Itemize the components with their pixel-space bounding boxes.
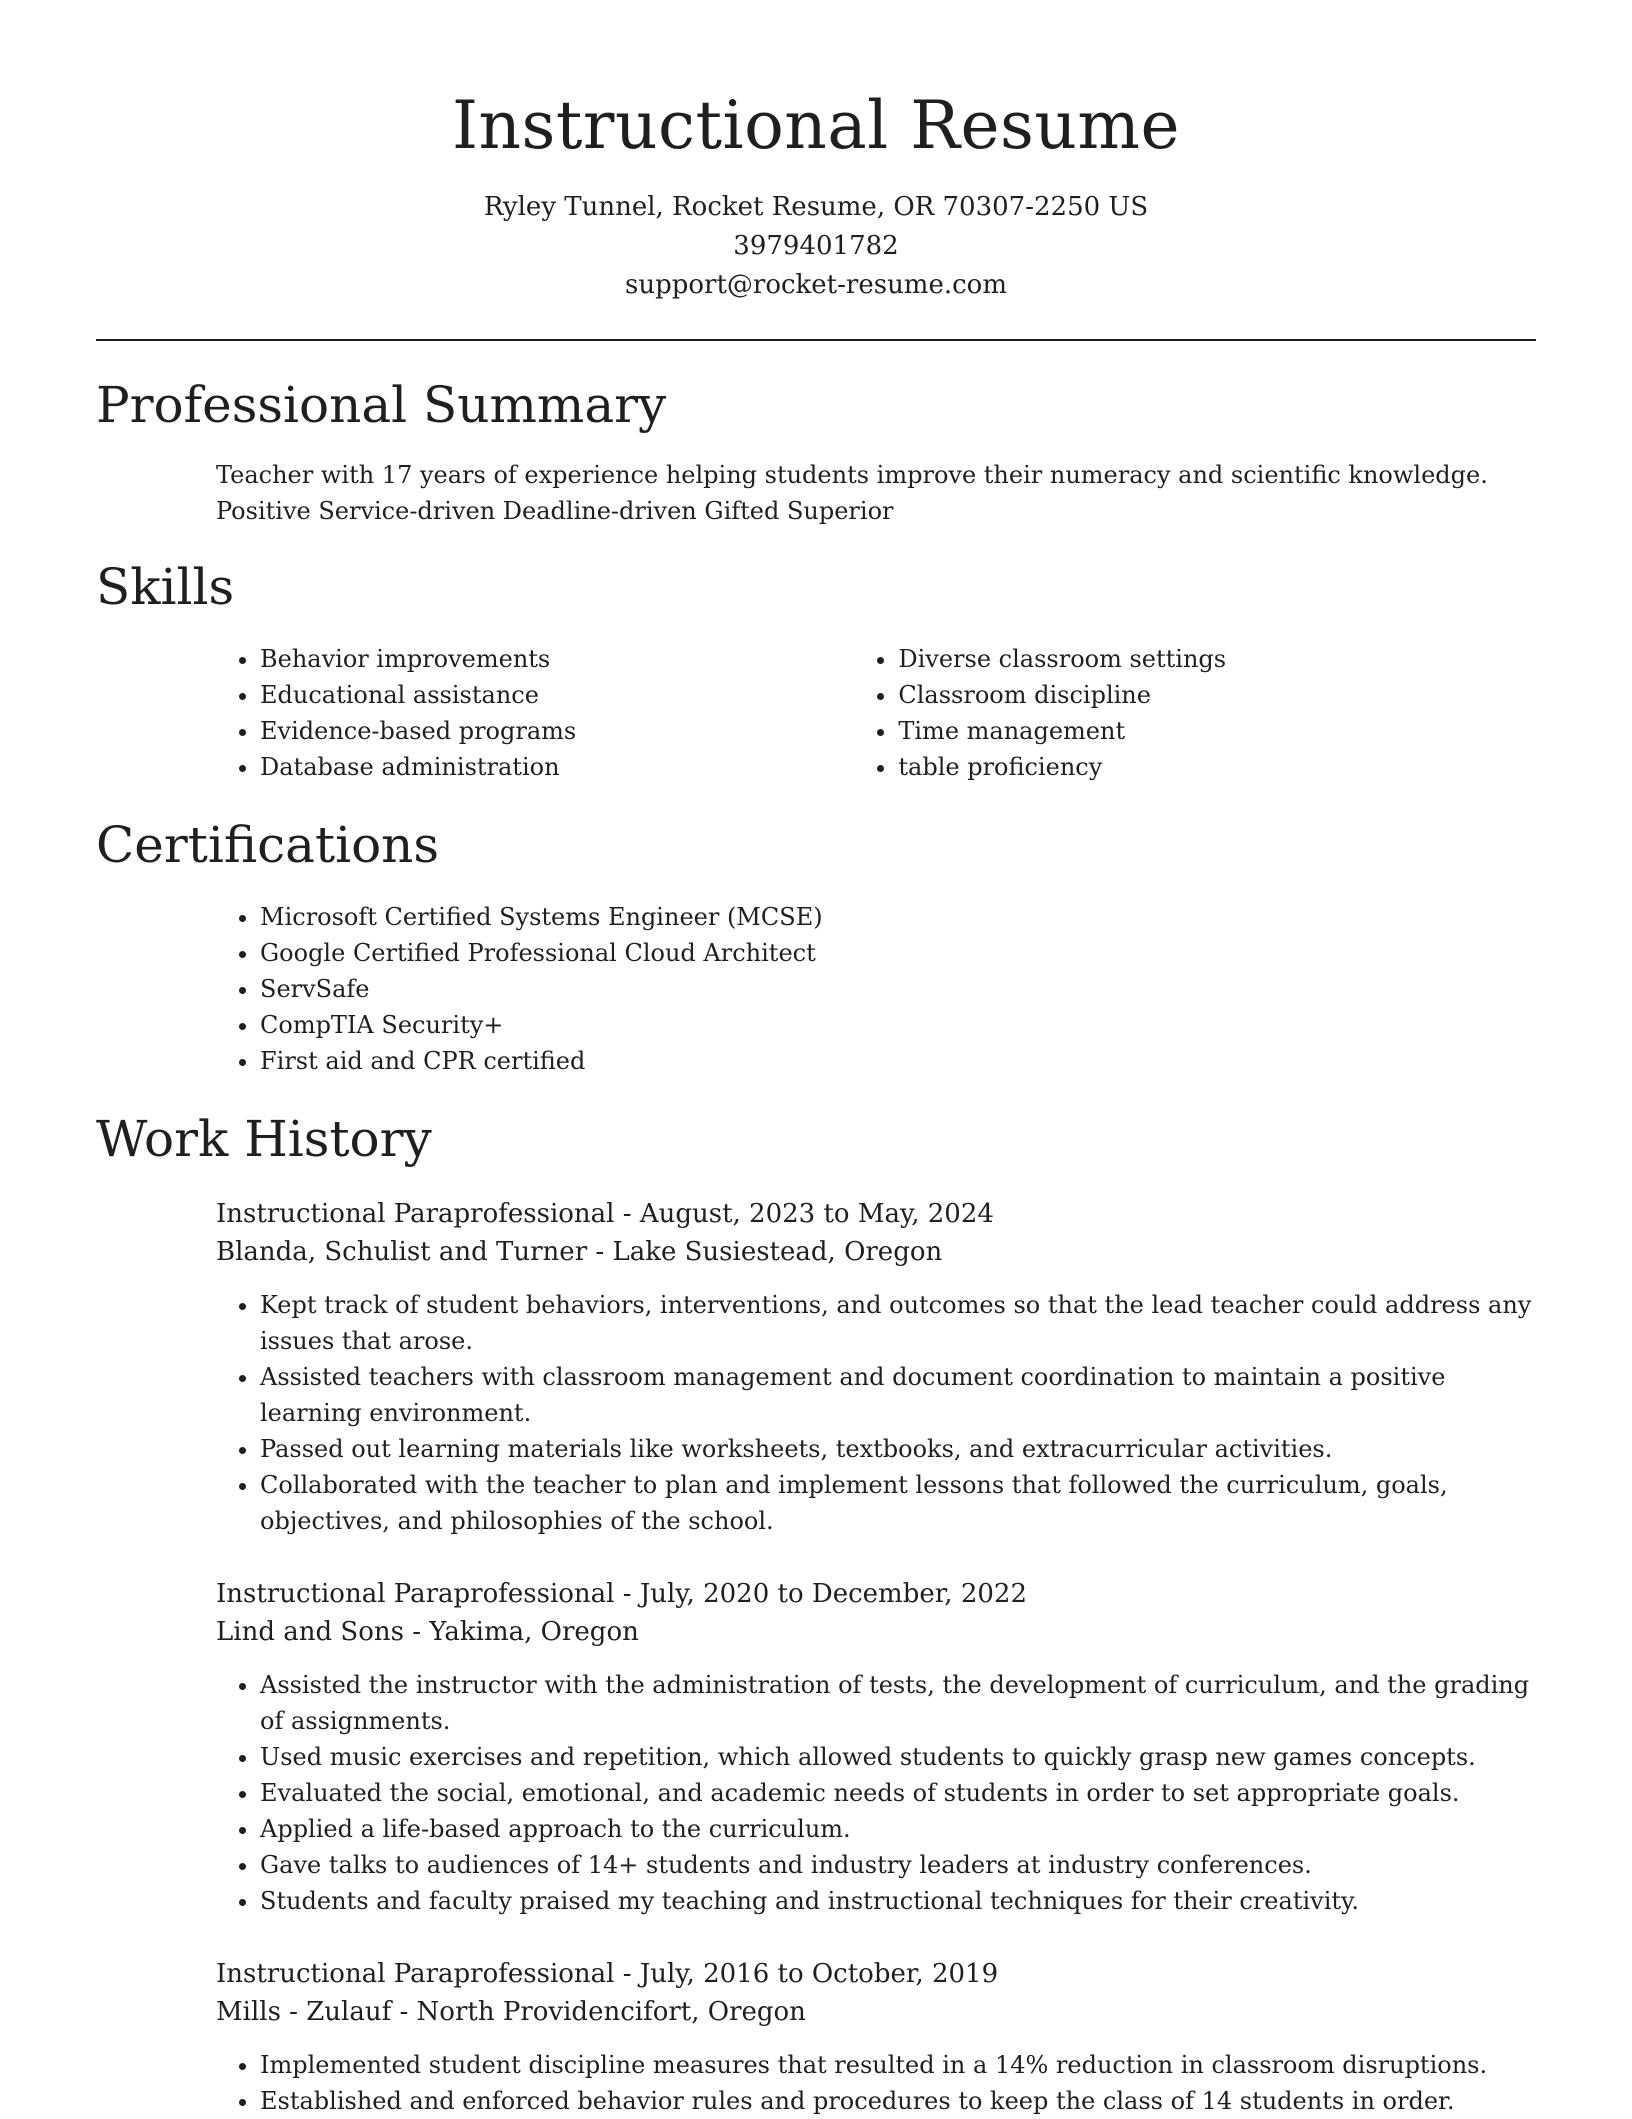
skill-item: • Behavior improvements: [260, 641, 874, 677]
summary-line: Teacher with 17 years of experience helping students improve their numeracy and scientific knowledge.: [216, 461, 1488, 489]
job-location: - Lake Susiestead, Oregon: [587, 1237, 943, 1267]
summary-body: [216, 457, 1536, 529]
job-title-line: [216, 1575, 1536, 1613]
job-bullets: [216, 2047, 1536, 2119]
contact-email: support@rocket-resume.com: [624, 270, 1007, 300]
job-bullet: • Collaborated with the teacher to plan and implement lessons that followed the curriculum, goals, objectives, and philosophies of the school.: [260, 1467, 1536, 1539]
work-history-section: [96, 1109, 1536, 2119]
job-company: Blanda, Schulist and Turner: [216, 1237, 588, 1267]
job-entry: [216, 1575, 1536, 1919]
summary-heading: Professional Summary: [96, 376, 667, 434]
summary-section: [96, 375, 1536, 529]
skill-item: • Database administration: [260, 749, 874, 785]
skills-heading: Skills: [96, 558, 235, 616]
job-role: Instructional Paraprofessional: [216, 1959, 615, 1989]
job-bullet: • Implemented student discipline measures that resulted in a 14% reduction in classroom disruptions.: [260, 2047, 1536, 2083]
skills-column-2: [874, 641, 1536, 785]
job-company-line: [216, 1613, 1536, 1651]
job-bullet: • Kept track of student behaviors, interventions, and outcomes so that the lead teacher could address any issues that arose.: [260, 1287, 1536, 1359]
job-company-line: [216, 1993, 1536, 2031]
work-history-heading: Work History: [96, 1110, 432, 1168]
skill-item: • Time management: [898, 713, 1536, 749]
skill-item: • Evidence-based programs: [260, 713, 874, 749]
certification-item: • First aid and CPR certified: [260, 1043, 1536, 1079]
job-dates: - August, 2023 to May, 2024: [614, 1199, 994, 1229]
job-bullet: • Gave talks to audiences of 14+ students and industry leaders at industry conferences.: [260, 1847, 1536, 1883]
certification-item: • ServSafe: [260, 971, 1536, 1007]
job-location: - North Providencifort, Oregon: [391, 1997, 806, 2027]
job-bullet: • Assisted the instructor with the administration of tests, the development of curriculum, and the grading of assignments.: [260, 1667, 1536, 1739]
skills-section: [96, 557, 1536, 785]
skill-item: • Classroom discipline: [898, 677, 1536, 713]
summary-traits: Positive Service-driven Deadline-driven Gifted Superior: [216, 497, 894, 525]
resume-header: [96, 0, 1536, 305]
job-bullet: • Students and faculty praised my teaching and instructional techniques for their creativity.: [260, 1883, 1536, 1919]
contact-address: Ryley Tunnel, Rocket Resume, OR 70307-2250 US: [483, 192, 1149, 222]
job-bullet: • Established and enforced behavior rules and procedures to keep the class of 14 students in order.: [260, 2083, 1536, 2119]
skill-item: • Educational assistance: [260, 677, 874, 713]
job-location: - Yakima, Oregon: [403, 1617, 639, 1647]
certification-item: • Microsoft Certified Systems Engineer (MCSE): [260, 899, 1536, 935]
job-role: Instructional Paraprofessional: [216, 1199, 615, 1229]
contact-info: [96, 188, 1536, 305]
resume-page: [96, 0, 1536, 2119]
certification-item: • CompTIA Security+: [260, 1007, 1536, 1043]
job-dates: - July, 2016 to October, 2019: [614, 1959, 999, 1989]
job-role: Instructional Paraprofessional: [216, 1579, 615, 1609]
header-divider: [96, 339, 1536, 341]
job-bullet: • Passed out learning materials like worksheets, textbooks, and extracurricular activities.: [260, 1431, 1536, 1467]
certifications-section: [96, 815, 1536, 1079]
job-entry: [216, 1195, 1536, 1539]
job-title-line: [216, 1195, 1536, 1233]
job-bullets: [216, 1287, 1536, 1539]
contact-phone: 3979401782: [733, 231, 899, 261]
resume-title: Instructional Resume: [451, 87, 1181, 164]
job-bullets: [216, 1667, 1536, 1919]
job-bullet: • Used music exercises and repetition, which allowed students to quickly grasp new games concepts.: [260, 1739, 1536, 1775]
skill-item: • table proficiency: [898, 749, 1536, 785]
job-bullet: • Assisted teachers with classroom management and document coordination to maintain a positive learning environment.: [260, 1359, 1536, 1431]
job-dates: - July, 2020 to December, 2022: [614, 1579, 1027, 1609]
certifications-list: [96, 899, 1536, 1079]
skills-column-1: [96, 641, 874, 785]
job-title-line: [216, 1955, 1536, 1993]
job-entry: [216, 1955, 1536, 2119]
job-bullet: • Evaluated the social, emotional, and academic needs of students in order to set appropriate goals.: [260, 1775, 1536, 1811]
job-bullet: • Applied a life-based approach to the curriculum.: [260, 1811, 1536, 1847]
job-company: Mills - Zulauf: [216, 1997, 392, 2027]
skills-grid: [96, 641, 1536, 785]
job-company-line: [216, 1233, 1536, 1271]
certifications-heading: Certifications: [96, 816, 440, 874]
certification-item: • Google Certified Professional Cloud Architect: [260, 935, 1536, 971]
job-company: Lind and Sons: [216, 1617, 404, 1647]
skill-item: • Diverse classroom settings: [898, 641, 1536, 677]
